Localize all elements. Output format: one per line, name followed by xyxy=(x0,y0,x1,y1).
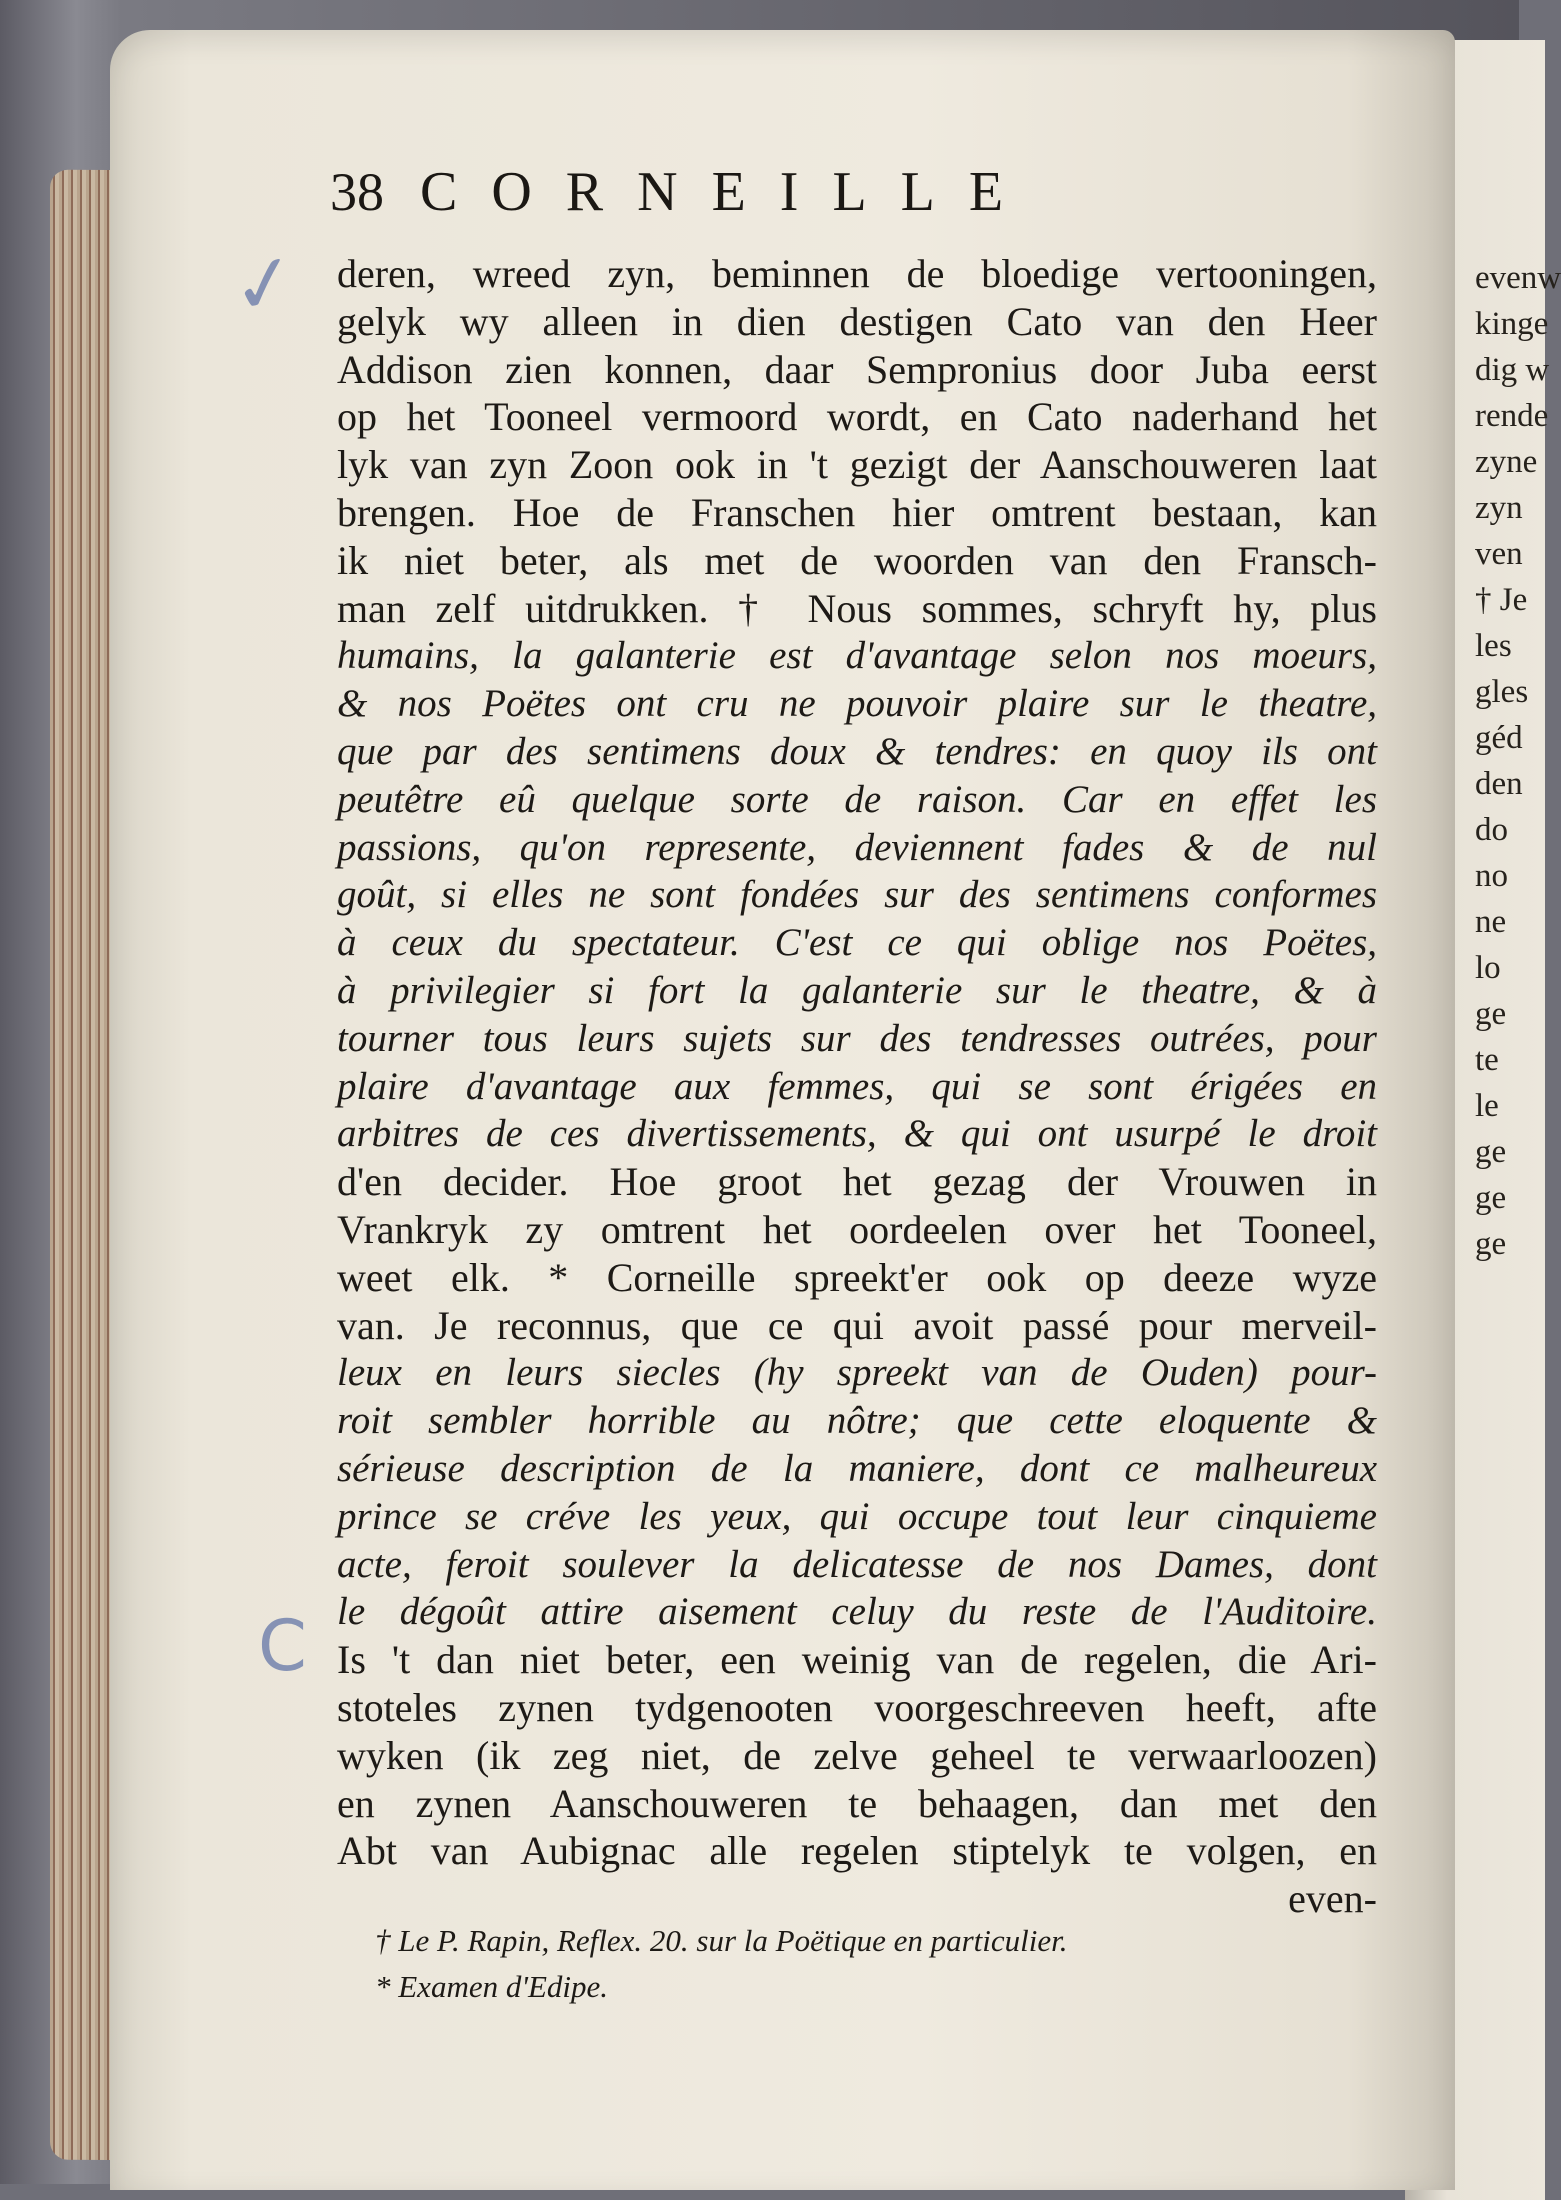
text-line: gelyk wy alleen in dien destigen Cato van den Heer xyxy=(337,298,1377,344)
footnote-dagger: † Le P. Rapin, Reflex. 20. sur la Poëtique en particulier. xyxy=(375,1923,1068,1958)
facing-line: do xyxy=(1475,812,1508,848)
text-line: sérieuse description de la maniere, dont ce malheureux xyxy=(337,1446,1377,1490)
text-line: van. Je reconnus, que ce qui avoit passé pour merveil- xyxy=(337,1302,1377,1348)
facing-line: les xyxy=(1475,628,1512,664)
text-line: leux en leurs siecles (hy spreekt van de Ouden) pour- xyxy=(337,1351,1377,1395)
text-line: roit sembler horrible au nôtre; que cette eloquente & xyxy=(337,1399,1377,1443)
facing-line: den xyxy=(1475,766,1523,802)
facing-line: lo xyxy=(1475,950,1501,986)
pencil-check-mark: ✓ xyxy=(224,235,305,335)
text-line: stoteles zynen tydgenooten voorgeschreeven heeft, afte xyxy=(337,1684,1377,1730)
footnotes xyxy=(375,1918,1275,2010)
text-line: plaire d'avantage aux femmes, qui se sont érigées en xyxy=(337,1064,1377,1108)
text-line: en zynen Aanschouweren te behaagen, dan met den xyxy=(337,1780,1377,1826)
text-line: ik niet beter, als met de woorden van den Fransch- xyxy=(337,537,1377,583)
text-line: wyken (ik zeg niet, de zelve geheel te verwaarloozen) xyxy=(337,1732,1377,1778)
text-line: Vrankryk zy omtrent het oordeelen over het Tooneel, xyxy=(337,1206,1377,1252)
text-line: op het Tooneel vermoord wordt, en Cato naderhand het xyxy=(337,394,1377,440)
facing-line: rende xyxy=(1475,398,1549,434)
running-head xyxy=(330,160,1260,224)
facing-line: zyne xyxy=(1475,444,1538,480)
text-line: & nos Poëtes ont cru ne pouvoir plaire sur le theatre, xyxy=(337,682,1377,726)
facing-line: dig w xyxy=(1475,352,1550,388)
facing-line: gles xyxy=(1475,674,1529,710)
text-line: acte, feroit soulever la delicatesse de nos Dames, dont xyxy=(337,1542,1377,1586)
text-line: humains, la galanterie est d'avantage selon nos moeurs, xyxy=(337,634,1377,678)
text-line: Addison zien konnen, daar Sempronius door Juba eerst xyxy=(337,346,1377,392)
facing-page-text xyxy=(1475,255,1561,1267)
facing-line: ge xyxy=(1475,1134,1507,1170)
facing-line: kinge xyxy=(1475,306,1549,342)
text-line: Abt van Aubignac alle regelen stiptelyk te volgen, en xyxy=(337,1828,1377,1874)
pencil-letter-mark: C xyxy=(258,1605,307,1687)
running-title: CORNEILLE xyxy=(420,161,1038,223)
text-line: passions, qu'on represente, deviennent fades & de nul xyxy=(337,825,1377,869)
page-number: 38 xyxy=(330,162,384,222)
facing-line: géd xyxy=(1475,720,1523,756)
text-line: prince se créve les yeux, qui occupe tout leur cinquieme xyxy=(337,1494,1377,1538)
text-line: Is 't dan niet beter, een weinig van de regelen, die Ari- xyxy=(337,1637,1377,1683)
text-line: d'en decider. Hoe groot het gezag der Vrouwen in xyxy=(337,1159,1377,1205)
body-text xyxy=(337,250,1377,1923)
facing-line: te xyxy=(1475,1042,1499,1078)
text-line: man zelf uitdrukken. † Nous sommes, schryft hy, plus xyxy=(337,585,1377,631)
facing-line: evenw xyxy=(1475,260,1561,296)
text-line: peutêtre eû quelque sorte de raison. Car en effet les xyxy=(337,777,1377,821)
facing-line: † Je xyxy=(1475,582,1528,618)
text-line: goût, si elles ne sont fondées sur des sentimens conformes xyxy=(337,873,1377,917)
text-line: le dégoût attire aisement celuy du reste de l'Auditoire. xyxy=(337,1590,1377,1634)
facing-line: zyn xyxy=(1475,490,1523,526)
text-line: deren, wreed zyn, beminnen de bloedige vertooningen, xyxy=(337,251,1377,296)
text-line: weet elk. * Corneille spreekt'er ook op deeze wyze xyxy=(337,1254,1377,1300)
text-line: brengen. Hoe de Franschen hier omtrent bestaan, kan xyxy=(337,489,1377,535)
facing-line: ne xyxy=(1475,904,1507,940)
facing-line: ven xyxy=(1475,536,1523,572)
text-line: lyk van zyn Zoon ook in 't gezigt der Aanschouweren laat xyxy=(337,442,1377,488)
text-line: tourner tous leurs sujets sur des tendresses outrées, pour xyxy=(337,1016,1377,1060)
text-line: à ceux du spectateur. C'est ce qui oblige nos Poëtes, xyxy=(337,921,1377,965)
facing-line: no xyxy=(1475,858,1508,894)
text-line: que par des sentimens doux & tendres: en quoy ils ont xyxy=(337,729,1377,773)
text-line: à privilegier si fort la galanterie sur le theatre, & à xyxy=(337,968,1377,1012)
facing-line: ge xyxy=(1475,996,1507,1032)
text-line: arbitres de ces divertissements, & qui ont usurpé le droit xyxy=(337,1112,1377,1156)
facing-line: ge xyxy=(1475,1226,1507,1262)
facing-line: le xyxy=(1475,1088,1499,1124)
catchword: even- xyxy=(1288,1876,1377,1922)
footnote-asterisk: * Examen d'Edipe. xyxy=(375,1969,609,2004)
facing-line: ge xyxy=(1475,1180,1507,1216)
